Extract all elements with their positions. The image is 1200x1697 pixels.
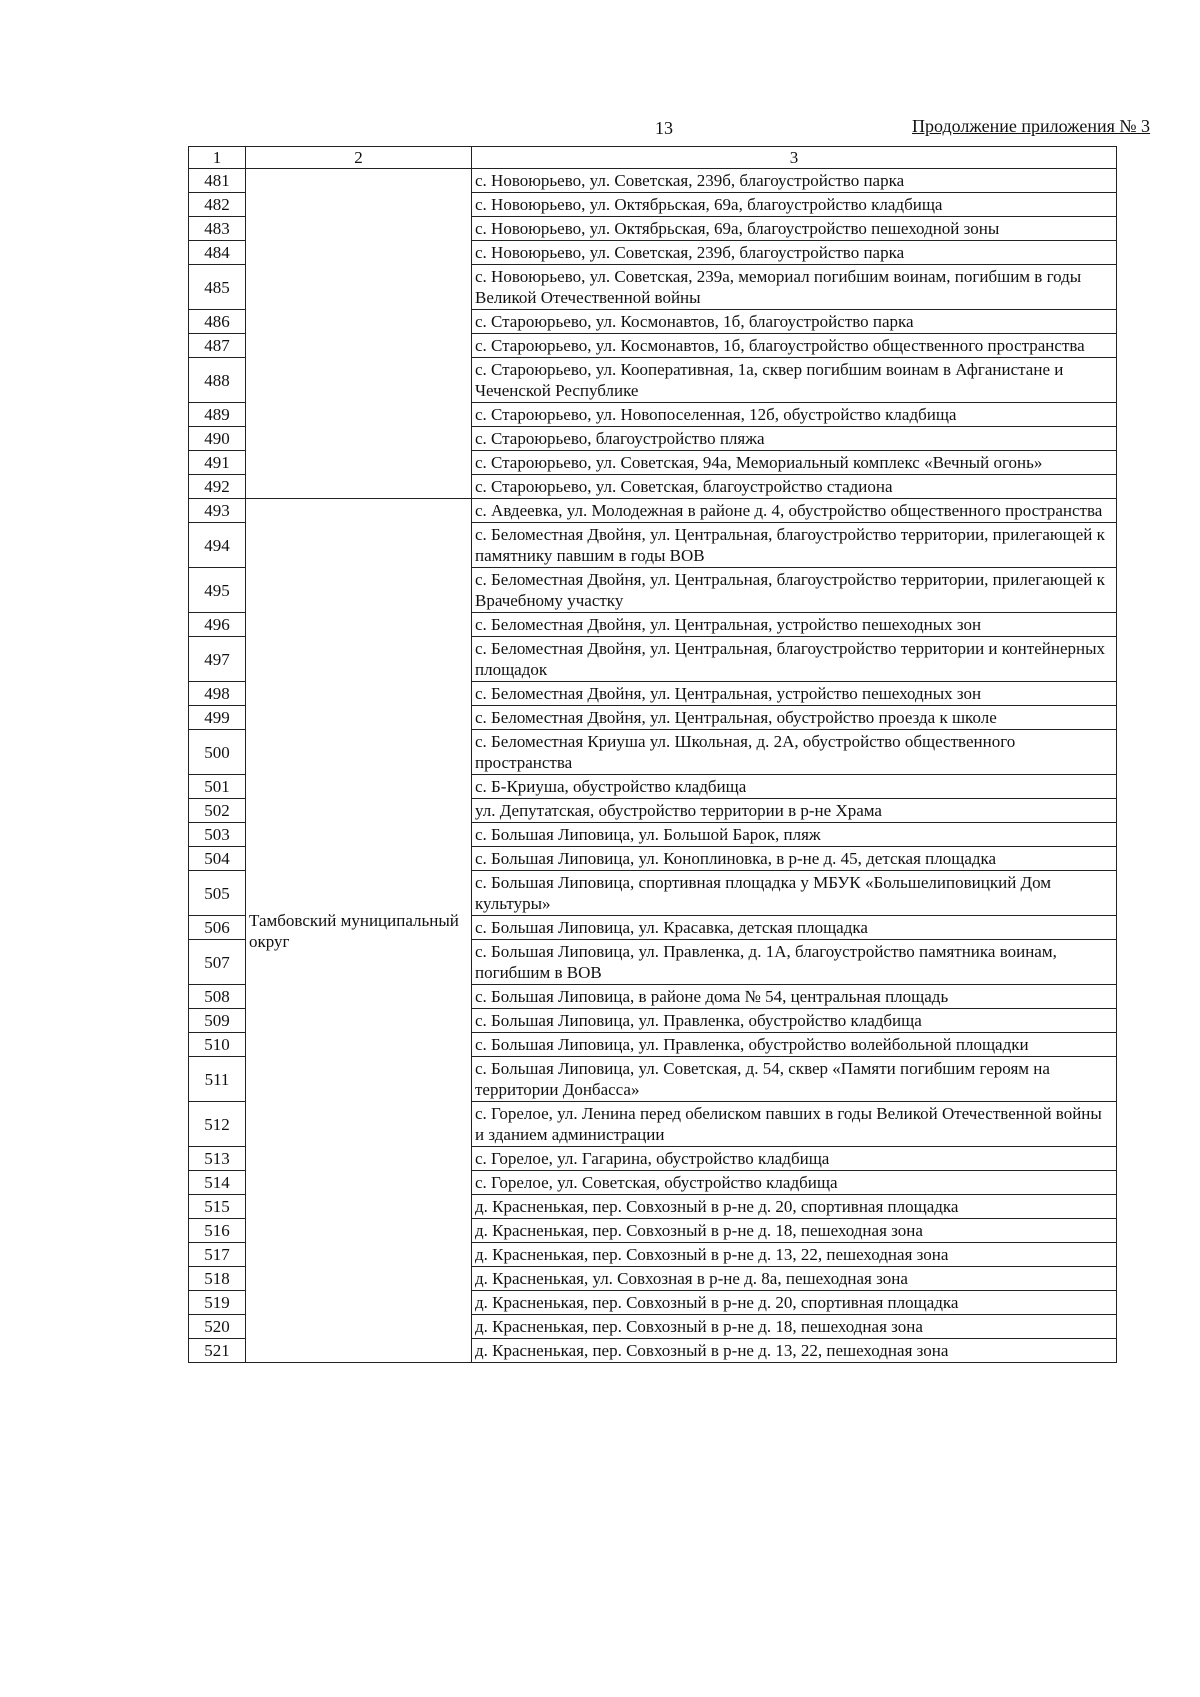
object-description: д. Красненькая, пер. Совхозный в р-не д. 18, пешеходная зона xyxy=(472,1315,1117,1339)
object-description: с. Беломестная Двойня, ул. Центральная, устройство пешеходных зон xyxy=(472,613,1117,637)
object-description: с. Большая Липовица, спортивная площадка у МБУК «Большелиповицкий Дом культуры» xyxy=(472,871,1117,916)
table-row xyxy=(189,169,1117,193)
row-number: 516 xyxy=(189,1219,246,1243)
row-number: 495 xyxy=(189,568,246,613)
row-number: 492 xyxy=(189,475,246,499)
column-header-object: 3 xyxy=(472,147,1117,169)
object-description: д. Красненькая, пер. Совхозный в р-не д. 20, спортивная площадка xyxy=(472,1195,1117,1219)
row-number: 512 xyxy=(189,1102,246,1147)
page-number: 13 xyxy=(655,118,673,138)
row-number: 489 xyxy=(189,403,246,427)
row-number: 510 xyxy=(189,1033,246,1057)
row-number: 517 xyxy=(189,1243,246,1267)
object-description: с. Большая Липовица, ул. Правленка, д. 1А, благоустройство памятника воинам, погибшим в ВОВ xyxy=(472,940,1117,985)
row-number: 481 xyxy=(189,169,246,193)
column-header-district: 2 xyxy=(246,147,472,169)
object-description: с. Староюрьево, благоустройство пляжа xyxy=(472,427,1117,451)
object-description: с. Беломестная Двойня, ул. Центральная, обустройство проезда к школе xyxy=(472,706,1117,730)
objects-table xyxy=(188,146,1117,1363)
row-number: 503 xyxy=(189,823,246,847)
object-description: с. Беломестная Двойня, ул. Центральная, устройство пешеходных зон xyxy=(472,682,1117,706)
object-description: с. Новоюрьево, ул. Советская, 239б, благоустройство парка xyxy=(472,241,1117,265)
object-description: с. Староюрьево, ул. Кооперативная, 1а, сквер погибшим воинам в Афганистане и Чеченской Республике xyxy=(472,358,1117,403)
row-number: 498 xyxy=(189,682,246,706)
district-cell-empty xyxy=(246,169,472,499)
object-description: д. Красненькая, пер. Совхозный в р-не д. 18, пешеходная зона xyxy=(472,1219,1117,1243)
row-number: 494 xyxy=(189,523,246,568)
object-description: с. Староюрьево, ул. Советская, 94а, Мемориальный комплекс «Вечный огонь» xyxy=(472,451,1117,475)
row-number: 484 xyxy=(189,241,246,265)
object-description: д. Красненькая, пер. Совхозный в р-не д. 13, 22, пешеходная зона xyxy=(472,1339,1117,1363)
row-number: 518 xyxy=(189,1267,246,1291)
row-number: 497 xyxy=(189,637,246,682)
object-description: с. Новоюрьево, ул. Октябрьская, 69а, благоустройство пешеходной зоны xyxy=(472,217,1117,241)
object-description: с. Беломестная Двойня, ул. Центральная, благоустройство территории, прилегающей к памятнику павшим в годы ВОВ xyxy=(472,523,1117,568)
row-number: 485 xyxy=(189,265,246,310)
object-description: с. Большая Липовица, ул. Коноплиновка, в р-не д. 45, детская площадка xyxy=(472,847,1117,871)
object-description: д. Красненькая, пер. Совхозный в р-не д. 20, спортивная площадка xyxy=(472,1291,1117,1315)
continuation-label: Продолжение приложения № 3 xyxy=(912,116,1151,136)
object-description: с. Новоюрьево, ул. Советская, 239б, благоустройство парка xyxy=(472,169,1117,193)
object-description: д. Красненькая, ул. Совхозная в р-не д. 8а, пешеходная зона xyxy=(472,1267,1117,1291)
row-number: 483 xyxy=(189,217,246,241)
row-number: 515 xyxy=(189,1195,246,1219)
row-number: 499 xyxy=(189,706,246,730)
row-number: 490 xyxy=(189,427,246,451)
object-description: с. Большая Липовица, ул. Большой Барок, пляж xyxy=(472,823,1117,847)
row-number: 521 xyxy=(189,1339,246,1363)
row-number: 500 xyxy=(189,730,246,775)
object-description: с. Большая Липовица, в районе дома № 54, центральная площадь xyxy=(472,985,1117,1009)
object-description: с. Горелое, ул. Гагарина, обустройство кладбища xyxy=(472,1147,1117,1171)
table-row xyxy=(189,499,1117,523)
row-number: 519 xyxy=(189,1291,246,1315)
object-description: с. Новоюрьево, ул. Советская, 239а, мемориал погибшим воинам, погибшим в годы Великой Отечественной войны xyxy=(472,265,1117,310)
row-number: 507 xyxy=(189,940,246,985)
table-header-row xyxy=(189,147,1117,169)
object-description: с. Беломестная Двойня, ул. Центральная, благоустройство территории и контейнерных площадок xyxy=(472,637,1117,682)
row-number: 504 xyxy=(189,847,246,871)
object-description: с. Староюрьево, ул. Космонавтов, 1б, благоустройство общественного пространства xyxy=(472,334,1117,358)
row-number: 496 xyxy=(189,613,246,637)
object-description: с. Б-Криуша, обустройство кладбища xyxy=(472,775,1117,799)
object-description: с. Староюрьево, ул. Космонавтов, 1б, благоустройство парка xyxy=(472,310,1117,334)
object-description: с. Горелое, ул. Советская, обустройство кладбища xyxy=(472,1171,1117,1195)
object-description: с. Староюрьево, ул. Советская, благоустройство стадиона xyxy=(472,475,1117,499)
object-description: с. Большая Липовица, ул. Правленка, обустройство волейбольной площадки xyxy=(472,1033,1117,1057)
object-description: с. Староюрьево, ул. Новопоселенная, 12б, обустройство кладбища xyxy=(472,403,1117,427)
row-number: 509 xyxy=(189,1009,246,1033)
row-number: 506 xyxy=(189,916,246,940)
row-number: 486 xyxy=(189,310,246,334)
object-description: с. Беломестная Криуша ул. Школьная, д. 2А, обустройство общественного пространства xyxy=(472,730,1117,775)
row-number: 493 xyxy=(189,499,246,523)
object-description: с. Большая Липовица, ул. Красавка, детская площадка xyxy=(472,916,1117,940)
row-number: 505 xyxy=(189,871,246,916)
object-description: с. Авдеевка, ул. Молодежная в районе д. 4, обустройство общественного пространства xyxy=(472,499,1117,523)
district-cell: Тамбовский муниципальный округ xyxy=(246,499,472,1363)
object-description: с. Беломестная Двойня, ул. Центральная, благоустройство территории, прилегающей к Врачебному участку xyxy=(472,568,1117,613)
row-number: 482 xyxy=(189,193,246,217)
row-number: 514 xyxy=(189,1171,246,1195)
row-number: 511 xyxy=(189,1057,246,1102)
row-number: 513 xyxy=(189,1147,246,1171)
row-number: 488 xyxy=(189,358,246,403)
object-description: с. Новоюрьево, ул. Октябрьская, 69а, благоустройство кладбища xyxy=(472,193,1117,217)
row-number: 487 xyxy=(189,334,246,358)
row-number: 491 xyxy=(189,451,246,475)
column-header-number: 1 xyxy=(189,147,246,169)
object-description: с. Горелое, ул. Ленина перед обелиском павших в годы Великой Отечественной войны и зданием администрации xyxy=(472,1102,1117,1147)
row-number: 502 xyxy=(189,799,246,823)
row-number: 520 xyxy=(189,1315,246,1339)
object-description: ул. Депутатская, обустройство территории в р-не Храма xyxy=(472,799,1117,823)
object-description: с. Большая Липовица, ул. Советская, д. 54, сквер «Памяти погибшим героям на территории Донбасса» xyxy=(472,1057,1117,1102)
object-description: д. Красненькая, пер. Совхозный в р-не д. 13, 22, пешеходная зона xyxy=(472,1243,1117,1267)
row-number: 501 xyxy=(189,775,246,799)
row-number: 508 xyxy=(189,985,246,1009)
object-description: с. Большая Липовица, ул. Правленка, обустройство кладбища xyxy=(472,1009,1117,1033)
